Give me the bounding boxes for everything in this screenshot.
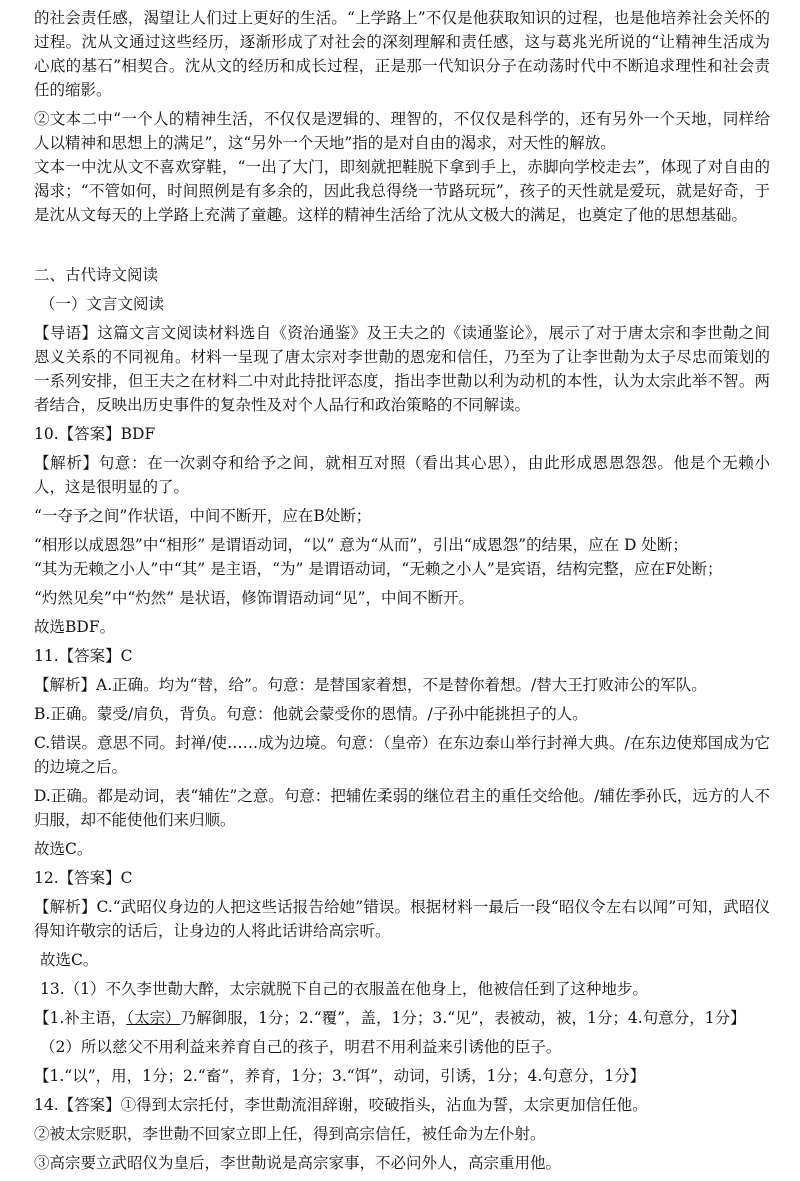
q12-analysis: 【解析】C.“武昭仪身边的人把这些话报告给她”错误。根据材料一最后一段“昭仪令左右以闻”可知，武昭仪得知许敬宗的话后，让身边的人将此话讲给高宗听。 (34, 898, 770, 940)
q10-conclusion: 故选BDF。 (34, 618, 116, 636)
q12-answer: 12.【答案】C (34, 869, 133, 887)
guide-paragraph: 【导语】这篇文言文阅读材料选自《资治通鉴》及王夫之的《读通鉴论》，展示了对于唐太宗和李世勣之间恩义关系的不同视角。材料一呈现了唐太宗对李世勣的恩宠和信任，乃至为了让李世勣为太子尽忠而策划的一系列安排，但王夫之在材料二中对此持批评态度，指出李世勣以利为动机的本性，认为太宗此举不智。两者结合，反映出历史事件的复杂性及对个人品行和政治策略的不同解读。 (34, 324, 770, 414)
q13-2-points: 【1.“以”，用，1分；2.“畜”，养育，1分；3.“饵”，动词，引诱，1分；4.句意分，1分】 (34, 1067, 646, 1085)
q13-1-translation: 13.（1）不久李世勣大醉，太宗就脱下自己的衣服盖在他身上，他被信任到了这种地步。 (40, 980, 649, 998)
q10-answer: 10.【答案】BDF (34, 425, 156, 443)
subsection-title: （一）文言文阅读 (40, 295, 165, 313)
q14-answer: 14.【答案】①得到太宗托付，李世勣流泪辞谢，咬破指头，沾血为誓，太宗更加信任他。 (34, 1096, 648, 1114)
q10-analysis: “相形以成恩怨”中“相形” 是谓语动词，“以” 意为“从而”，引出“成恩怨”的结果，应在 D 处断； (34, 536, 688, 554)
points-text: 乃解御服，1分；2.“覆”，盖，1分；3.“见”，表被动，被，1分；4.句意分，1分】 (180, 1009, 746, 1027)
q12-conclusion: 故选C。 (40, 951, 99, 969)
q11-analysis: B.正确。蒙受/肩负，背负。句意：他就会蒙受你的恩情。/子孙中能挑担子的人。 (34, 705, 588, 723)
q11-conclusion: 故选C。 (34, 840, 93, 858)
underlined-subject: （太宗） (126, 1009, 181, 1027)
q11-analysis: D.正确。都是动词，表“辅佐”之意。句意：把辅佐柔弱的继位君主的重任交给他。/辅佐季孙氏，远方的人不归服，却不能使他们来归顺。 (34, 787, 770, 829)
q14-answer: ②被太宗贬职，李世勣不回家立即上任，得到高宗信任，被任命为左仆射。 (34, 1125, 546, 1143)
q14-answer: ③高宗要立武昭仪为皇后，李世勣说是高宗家事，不必问外人，高宗重用他。 (34, 1154, 562, 1172)
q11-answer: 11.【答案】C (34, 647, 133, 665)
q13-1-points (34, 1006, 770, 1030)
q13-2-translation: （2）所以慈父不用利益来养育自己的孩子，明君不用利益来引诱他的臣子。 (40, 1038, 562, 1056)
document-page (34, 6, 770, 1175)
paragraph: 文本一中沈从文不喜欢穿鞋，“一出了大门，即刻就把鞋脱下拿到手上，赤脚向学校走去”，体现了对自由的渴求；“不管如何，时间照例是有多余的，因此我总得绕一节路玩玩”，孩子的天性就是爱玩，就是好奇，于是沈从文每天的上学路上充满了童趣。这样的精神生活给了沈从文极大的满足，也奠定了他的思想基础。 (34, 158, 770, 224)
paragraph: 的社会责任感，渴望让人们过上更好的生活。“上学路上”不仅是他获取知识的过程，也是他培养社会关怀的过程。沈从文通过这些经历，逐渐形成了对社会的深刻理解和责任感，这与葛兆光所说的“让精神生活成为心底的基石”相契合。沈从文的经历和成长过程，正是那一代知识分子在动荡时代中不断追求理性和社会责任的缩影。 (34, 9, 770, 99)
points-text: 【1.补主语， (34, 1009, 127, 1027)
q10-analysis: “其为无赖之小人”中“其” 是主语，“为” 是谓语动词，“无赖之小人”是宾语，结构完整，应在F处断； (34, 560, 723, 578)
q10-analysis: “一夺予之间”作状语，中间不断开，应在B处断； (34, 507, 372, 525)
paragraph: ②文本二中“一个人的精神生活，不仅仅是逻辑的、理智的，不仅仅是科学的，还有另外一个天地，同样给人以精神和思想上的满足”，这“另外一个天地”指的是对自由的渴求，对天性的解放。 (34, 110, 770, 152)
section-title: 二、古代诗文阅读 (34, 266, 159, 284)
q11-analysis: C.错误。意思不同。封禅/使……成为边境。句意：（皇帝）在东边泰山举行封禅大典。/在东边使郑国成为它的边境之后。 (34, 734, 770, 776)
q10-analysis: “灼然见矣”中“灼然” 是状语，修饰谓语动词“见”，中间不断开。 (34, 589, 474, 607)
q10-analysis: 【解析】句意：在一次剥夺和给予之间，就相互对照（看出其心思），由此形成恩恩怨怨。他是个无赖小人，这是很明显的了。 (34, 454, 770, 496)
q11-analysis: 【解析】A.正确。均为“替，给”。句意：是替国家着想，不是替你着想。/替大王打败沛公的军队。 (34, 676, 707, 694)
